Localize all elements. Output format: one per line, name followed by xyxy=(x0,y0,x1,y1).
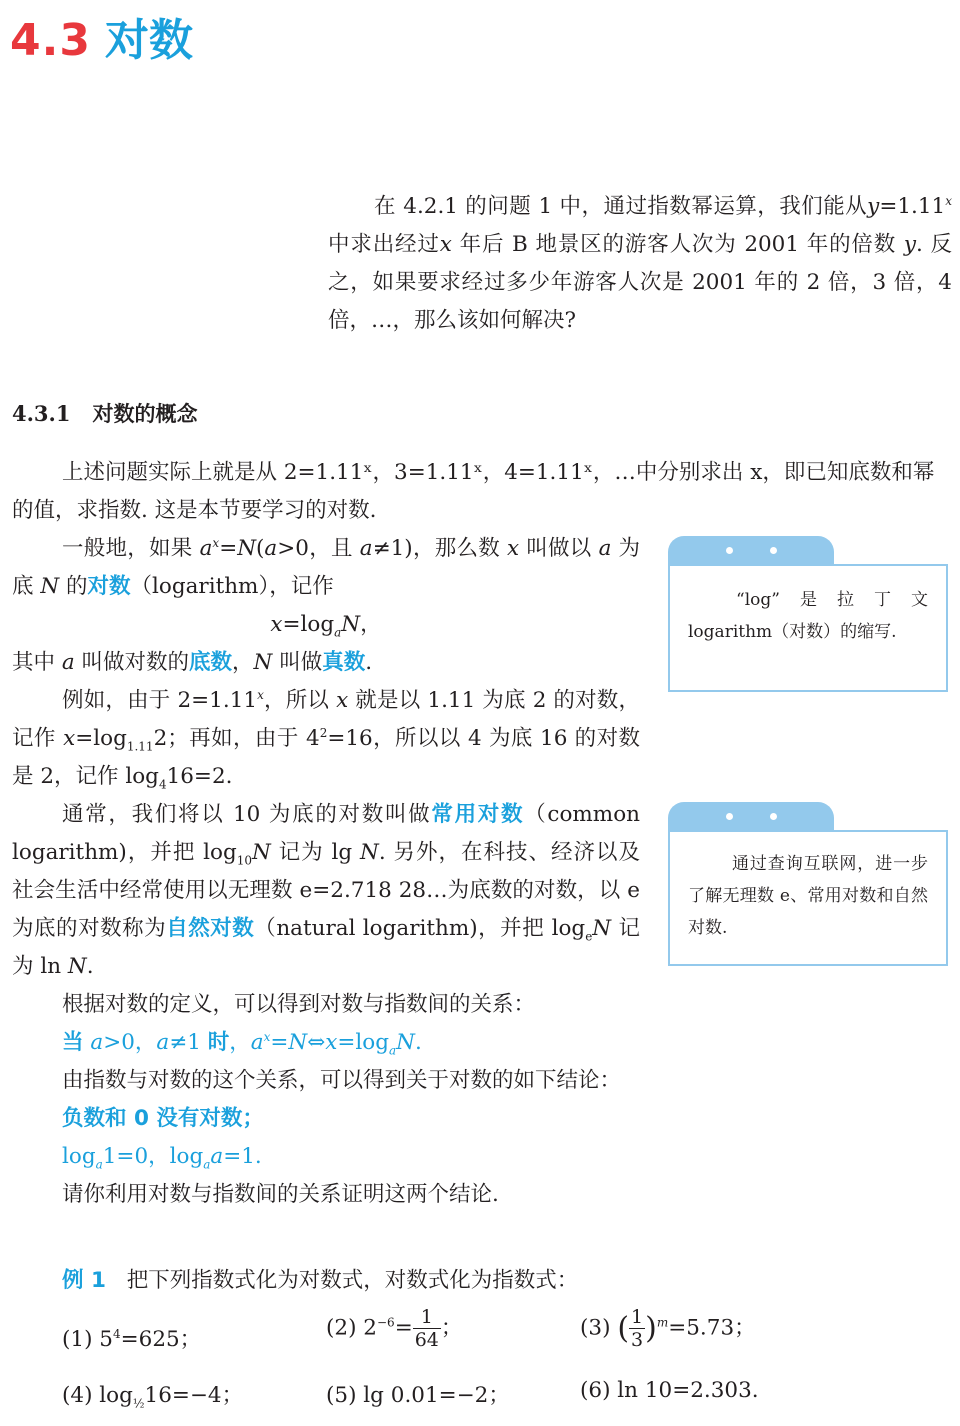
conclusion-intro: 由指数与对数的这个关系，可以得到关于对数的如下结论： xyxy=(62,1068,622,1093)
intro-paragraph: 在 4.2.1 的问题 1 中，通过指数幂运算，我们能从$y=1.11^x$中求出经过x 年后 B 地景区的游客人次为 2001 年的倍数 y. 反之，如果要求经过多少年游客人次是 2001 年的 2 倍，3 倍，4 倍，…，那么该如何解决? xyxy=(328,193,952,333)
example-heading xyxy=(62,1262,578,1300)
paragraph-definition: 一般地，如果 $a^x=N(a>0$，且 a≠1)，那么数 x 叫做以 a 为底 N 的对数（logarithm），记作 xyxy=(12,535,641,599)
example-prompt: 把下列指数式化为对数式，对数式化为指数式： xyxy=(126,1268,579,1293)
paragraph-example: 例如，由于 $2=1.11^x$，所以 x 就是以 1.11 为底 2 的对数，记作 $x=\log_{1.11}2$；再如，由于 $4^2=16$，所以以 4 为底 16 的对数是 2，记作 $\log_416=2$. xyxy=(12,687,640,792)
prove-prompt: 请你利用对数与指数间的关系证明这两个结论. xyxy=(62,1182,499,1207)
relation-formula: 当 a>0，a≠1 时，$a^x=N\Leftrightarrow x=\log_aN$. xyxy=(62,1029,422,1058)
sidebar-note-log xyxy=(668,536,948,692)
example-item: (1) $5^4=625$； xyxy=(62,1326,202,1352)
note-box: 通过查询互联网，进一步了解无理数 e、常用对数和自然对数. xyxy=(668,830,948,966)
example-item: (3) ( $\frac{1}{3}$ )$^m$=5.73； xyxy=(580,1306,756,1351)
note-tab xyxy=(668,536,834,564)
conclusion-2: $\log_a1=0$，$\log_aa=1$. xyxy=(62,1144,262,1172)
chapter-name: 对数 xyxy=(104,15,193,66)
example-label: 例 1 xyxy=(62,1268,106,1293)
paragraph-common: 通常，我们将以 10 为底的对数叫做常用对数（common logarithm)，并把 $\log_{10}N$ 记为 lg N. 另外，在科技、经济以及社会生活中经常使用以无理数 e=2.718 28…为底数的对数，以 e 为底的对数称为自然对数（natural logarithm)，并把 $\log_eN$ 记为 ln N. xyxy=(12,802,640,979)
example-item: (4) $\log_{\frac{1}{2}}16=-4$； xyxy=(62,1383,244,1411)
section-title: 对数的概念 xyxy=(92,402,198,426)
chapter-title xyxy=(10,14,193,68)
relation-intro: 根据对数的定义，可以得到对数与指数间的关系： xyxy=(62,992,536,1017)
section-number: 4.3.1 xyxy=(12,401,71,426)
note-box: “log”是拉丁文 logarithm（对数）的缩写. xyxy=(668,564,948,692)
example-item: (2) $2^{-6}=$ $\frac{1}{64}$ ； xyxy=(326,1306,463,1351)
example-item: (5) lg 0.01=−2； xyxy=(326,1383,510,1408)
note-tab xyxy=(668,802,834,830)
chapter-number: 4.3 xyxy=(10,15,91,66)
conclusion-1: 负数和 0 没有对数； xyxy=(62,1106,264,1131)
paragraph-intro: 上述问题实际上就是从 2=1.11ˣ，3=1.11ˣ，4=1.11ˣ，…中分别求出 x，即已知底数和幂的值，求指数. 这是本节要学习的对数. xyxy=(12,460,935,523)
formula-log: $x=\log_aN$， xyxy=(270,612,382,640)
paragraph-terms: 其中 a 叫做对数的底数，N 叫做真数. xyxy=(12,650,373,675)
section-heading xyxy=(12,398,197,428)
sidebar-note-internet xyxy=(668,802,948,966)
example-item: (6) ln 10=2.303. xyxy=(580,1378,759,1403)
